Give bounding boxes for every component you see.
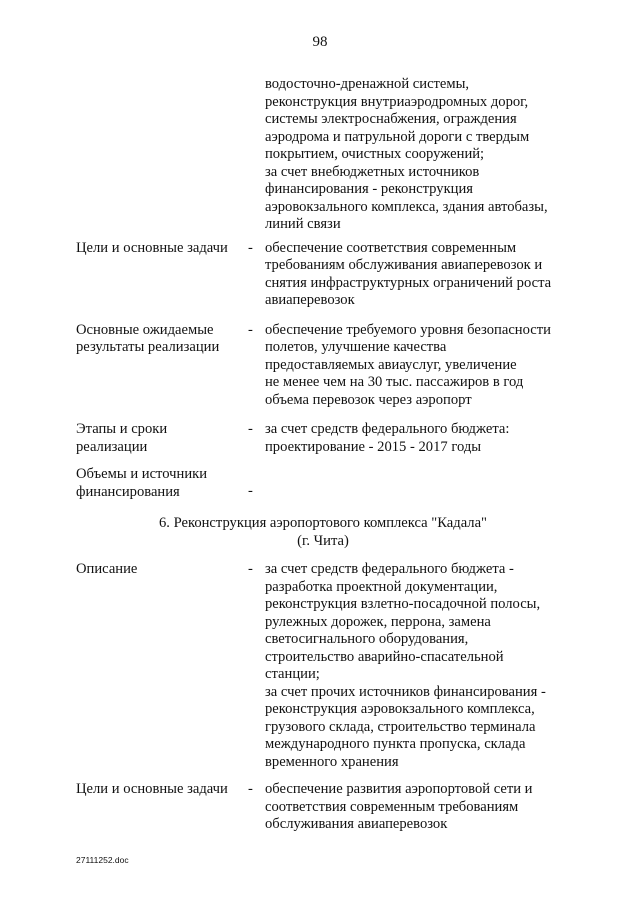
text-line: аэровокзального комплекса, здания автобазы,	[265, 198, 548, 215]
text-line: за счет внебюджетных источников	[265, 163, 480, 180]
text-line: проектирование - 2015 - 2017 годы	[265, 438, 482, 455]
label-line: финансирования	[76, 483, 180, 500]
label-line: Цели и основные задачи	[76, 781, 228, 797]
field-row-expected-results	[76, 322, 576, 410]
text-line: разработка проектной документации,	[265, 578, 498, 595]
field-value	[265, 781, 576, 834]
text-line: реконструкция аэровокзального комплекса,	[265, 701, 535, 717]
continuation-block	[76, 76, 576, 234]
text-line: водосточно-дренажной системы,	[265, 76, 470, 92]
label-line: Объемы и источники	[76, 466, 208, 482]
text-line: линий связи	[265, 216, 341, 232]
label-line: Описание	[76, 561, 138, 577]
text-line: предоставляемых авиауслуг, увеличение	[265, 356, 517, 373]
field-label	[76, 240, 248, 258]
field-label	[76, 466, 248, 501]
text-line: обслуживания авиаперевозок	[265, 816, 448, 832]
field-value	[265, 421, 576, 456]
field-row-stages	[76, 421, 576, 456]
text-line: международного пункта пропуска, склада	[265, 736, 526, 752]
text-line: объема перевозок через аэропорт	[265, 391, 472, 408]
text-line: обеспечение развития аэропортовой сети и	[265, 781, 533, 797]
text-line: требованиям обслуживания авиаперевозок и	[265, 257, 543, 273]
field-value	[265, 322, 576, 410]
text-line: полетов, улучшение качества	[265, 339, 447, 355]
text-line: реконструкция внутриаэродромных дорог,	[265, 93, 529, 110]
text-line: за счет прочих источников финансирования -	[265, 683, 546, 700]
text-line: снятия инфраструктурных ограничений роста	[265, 274, 552, 291]
text-line: за счет средств федерального бюджета -	[265, 561, 514, 577]
field-dash: -	[248, 421, 253, 437]
label-line: Основные ожидаемые	[76, 321, 214, 338]
text-line: системы электроснабжения, ограждения	[265, 111, 517, 127]
label-line: реализации	[76, 438, 148, 455]
text-line: светосигнального оборудования,	[265, 631, 469, 647]
field-row-funding	[76, 466, 576, 501]
text-line: финансирования - реконструкция	[265, 181, 473, 197]
text-line: соответствия современным требованиям	[265, 798, 519, 815]
text-line: обеспечение соответствия современным	[265, 239, 517, 256]
text-line: временного хранения	[265, 753, 399, 770]
continuation-text	[265, 76, 576, 234]
field-row-goals	[76, 240, 576, 310]
text-line: обеспечение требуемого уровня безопасности	[265, 321, 551, 338]
page-number: 98	[312, 34, 328, 50]
label-line: Этапы и сроки	[76, 421, 168, 437]
field-value	[265, 240, 576, 310]
text-line: рулежных дорожек, перрона, замена	[265, 613, 491, 630]
section-title-line: (г. Чита)	[297, 532, 349, 549]
field-label	[76, 322, 248, 357]
text-line: реконструкция взлетно-посадочной полосы,	[265, 596, 541, 612]
field-row-description	[76, 561, 576, 771]
section-title-line: 6. Реконструкция аэропортового комплекса "Кадала"	[158, 515, 488, 531]
field-label	[76, 781, 248, 799]
document-body	[76, 76, 576, 834]
text-line: покрытием, очистных сооружений;	[265, 146, 485, 162]
label-line: Цели и основные задачи	[76, 239, 228, 256]
file-name-footer: 27111252.doc	[76, 855, 129, 865]
text-line: грузового склада, строительство терминала	[265, 718, 536, 735]
field-dash: -	[248, 561, 253, 577]
field-row-goals-section6	[76, 781, 576, 834]
field-label	[76, 561, 248, 579]
field-dash: -	[248, 321, 253, 338]
text-line: аэродрома и патрульной дороги с твердым	[265, 128, 530, 145]
field-label	[76, 421, 248, 456]
text-line: не менее чем на 30 тыс. пассажиров в год	[265, 374, 524, 390]
field-dash: -	[248, 483, 253, 499]
field-dash: -	[248, 239, 253, 256]
text-line: станции;	[265, 666, 320, 682]
section-heading	[76, 515, 570, 550]
text-line: авиаперевозок	[265, 292, 355, 308]
text-line: строительство аварийно-спасательной	[265, 648, 504, 665]
field-dash: -	[248, 781, 253, 797]
label-line: результаты реализации	[76, 339, 220, 355]
field-value	[265, 561, 576, 771]
text-line: за счет средств федерального бюджета:	[265, 421, 510, 437]
